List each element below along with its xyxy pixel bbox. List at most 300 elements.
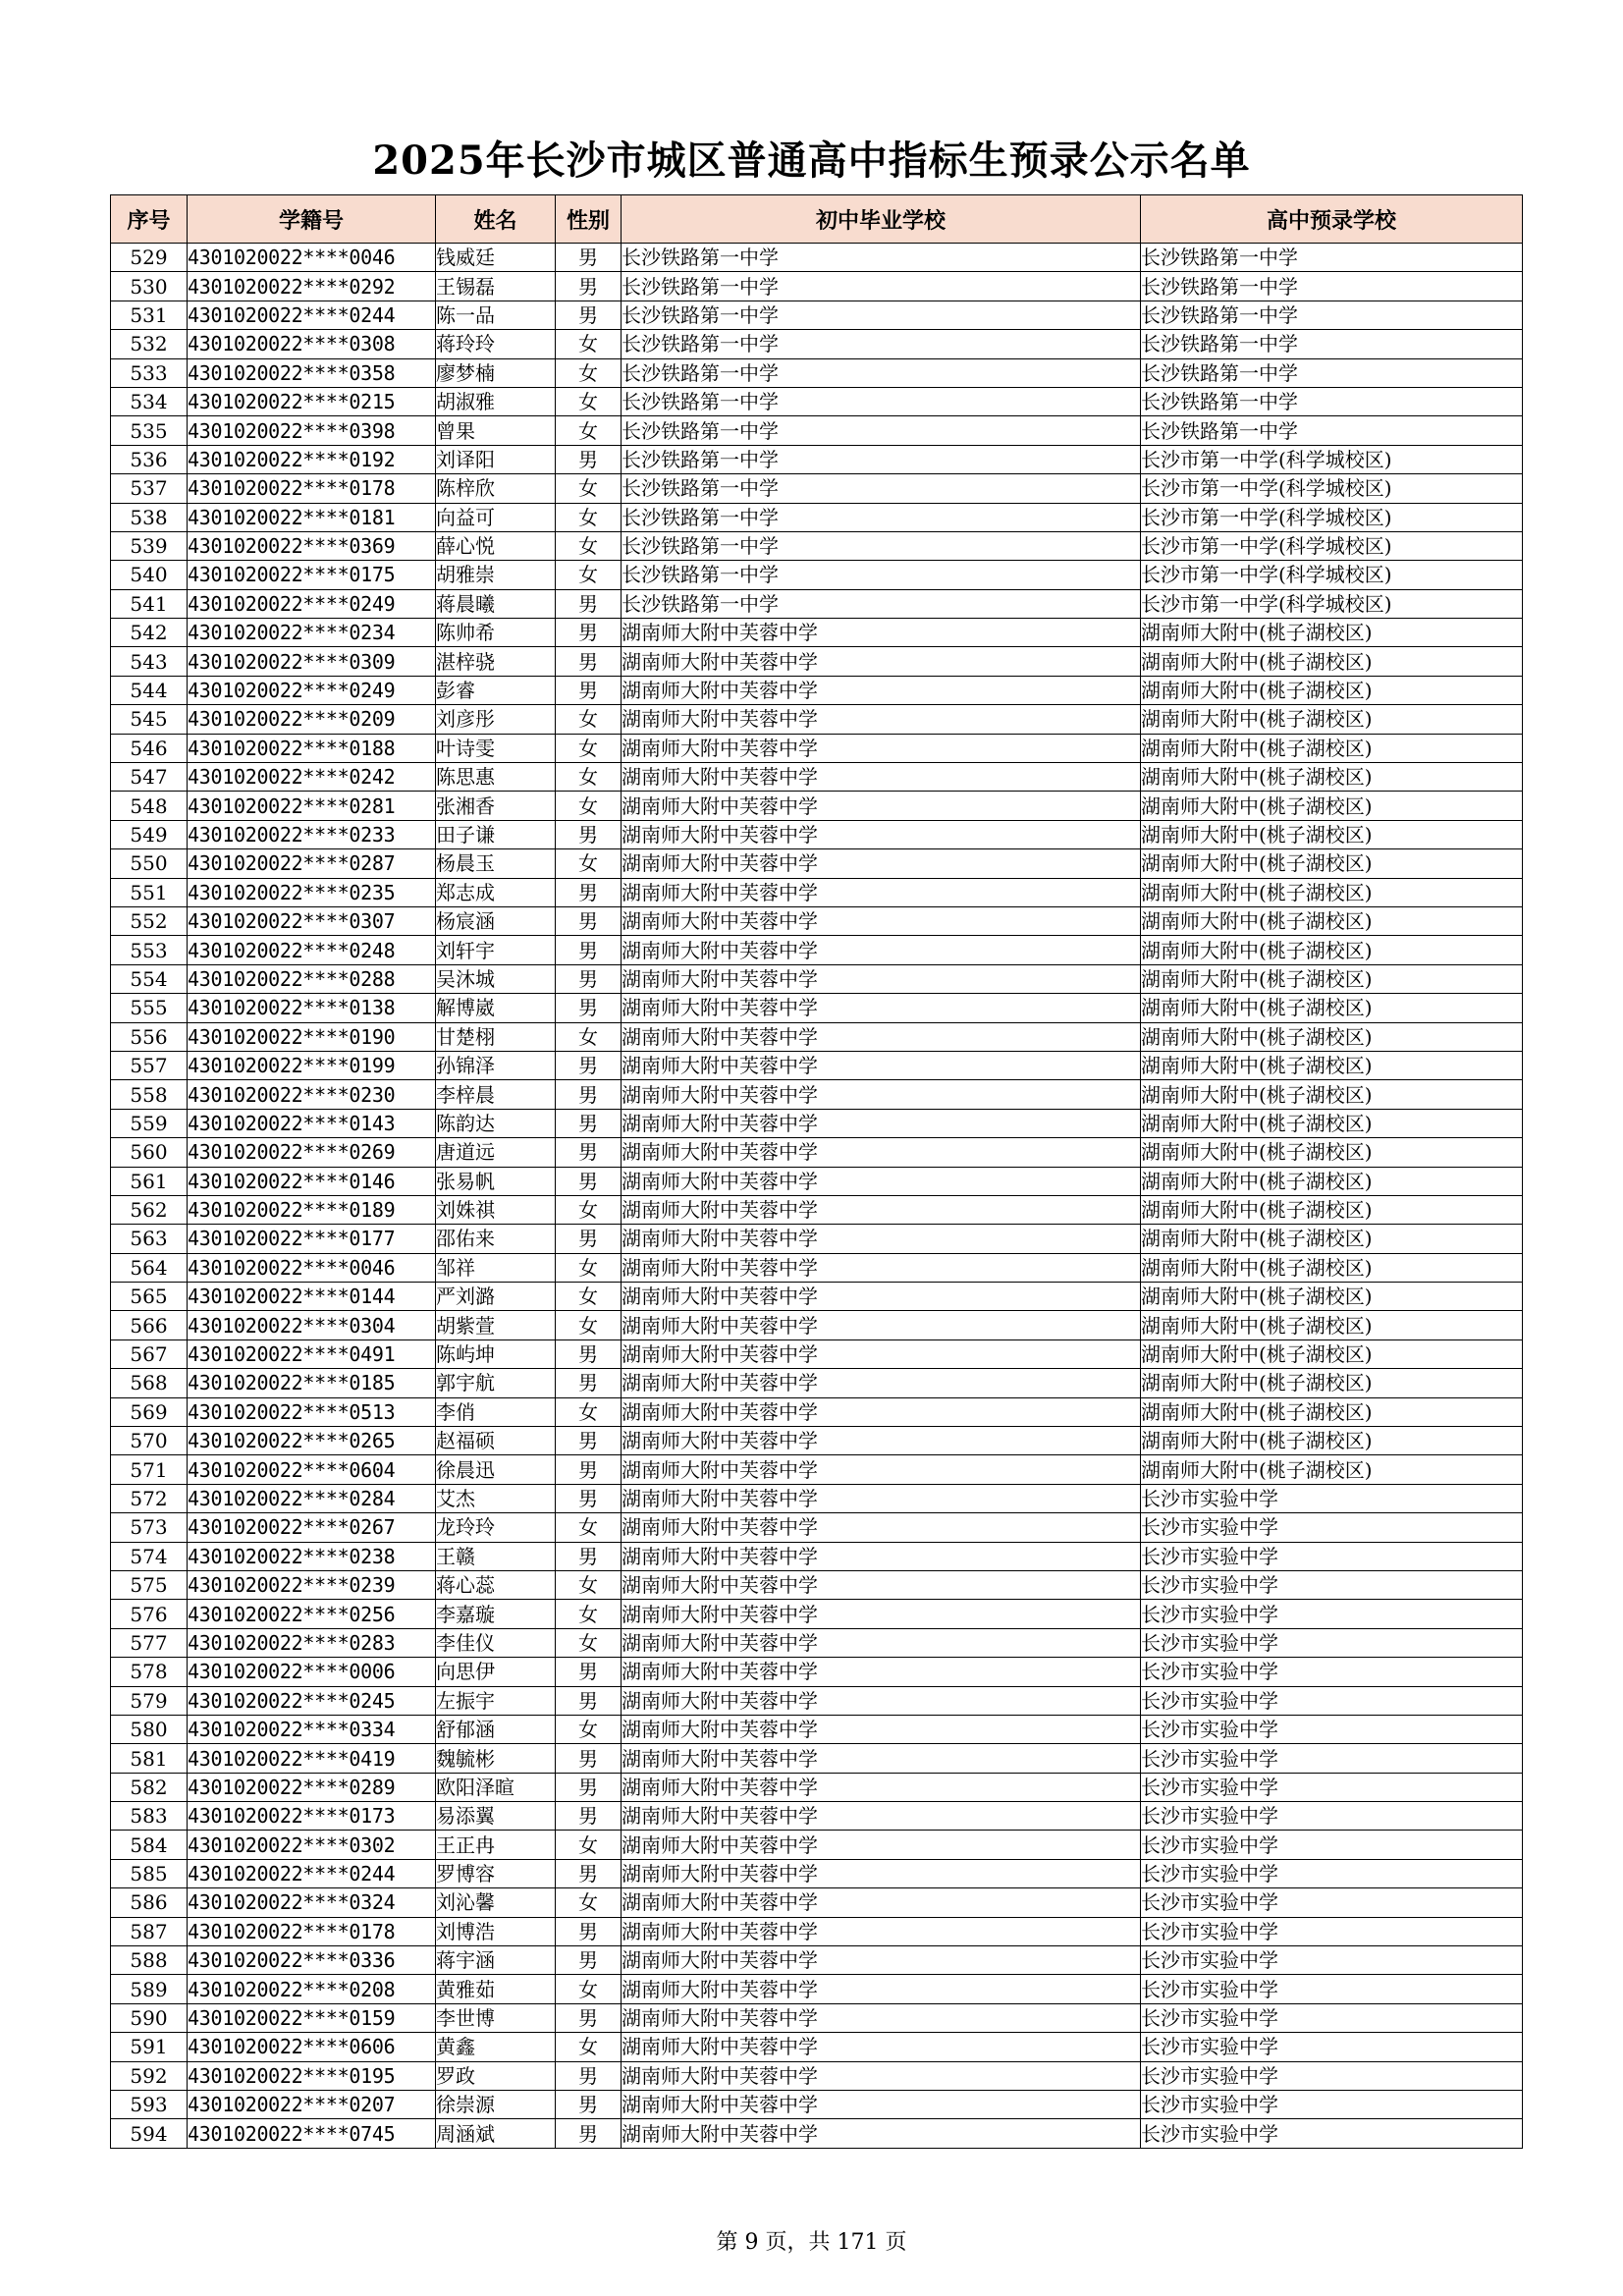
cell-student-id: 4301020022****0239 [188,1570,436,1599]
cell-name: 解博崴 [436,994,556,1022]
cell-gender: 女 [556,1195,622,1224]
cell-middle-school: 湖南师大附中芙蓉中学 [622,2033,1141,2061]
cell-middle-school: 湖南师大附中芙蓉中学 [622,647,1141,676]
cell-high-school: 长沙市实验中学 [1141,1802,1523,1831]
cell-no: 570 [111,1427,188,1455]
cell-gender: 女 [556,1888,622,1917]
cell-name: 李世博 [436,2003,556,2032]
cell-middle-school: 湖南师大附中芙蓉中学 [622,792,1141,820]
cell-gender: 男 [556,1080,622,1109]
cell-gender: 女 [556,416,622,445]
cell-name: 曾果 [436,416,556,445]
cell-high-school: 湖南师大附中(桃子湖校区) [1141,1253,1523,1282]
cell-student-id: 4301020022****0046 [188,244,436,272]
cell-name: 易添翼 [436,1802,556,1831]
cell-high-school: 湖南师大附中(桃子湖校区) [1141,1138,1523,1167]
cell-high-school: 湖南师大附中(桃子湖校区) [1141,820,1523,848]
table-row [111,2091,1523,2119]
cell-gender: 男 [556,2061,622,2090]
cell-name: 叶诗雯 [436,734,556,762]
cell-gender: 女 [556,330,622,358]
cell-middle-school: 湖南师大附中芙蓉中学 [622,1513,1141,1542]
cell-student-id: 4301020022****0245 [188,1686,436,1715]
cell-no: 590 [111,2003,188,2032]
cell-gender: 女 [556,705,622,734]
cell-gender: 男 [556,1773,622,1801]
cell-no: 588 [111,1946,188,1975]
cell-gender: 女 [556,503,622,531]
cell-student-id: 4301020022****0398 [188,416,436,445]
cell-high-school: 长沙市实验中学 [1141,1686,1523,1715]
table-row [111,2061,1523,2090]
cell-middle-school: 湖南师大附中芙蓉中学 [622,1022,1141,1051]
cell-high-school: 长沙市实验中学 [1141,2003,1523,2032]
cell-student-id: 4301020022****0269 [188,1138,436,1167]
cell-name: 郭宇航 [436,1369,556,1397]
cell-no: 559 [111,1109,188,1137]
cell-no: 533 [111,358,188,387]
cell-no: 565 [111,1283,188,1311]
table-row [111,1773,1523,1801]
cell-student-id: 4301020022****0235 [188,878,436,906]
cell-high-school: 长沙市实验中学 [1141,1600,1523,1628]
cell-middle-school: 湖南师大附中芙蓉中学 [622,1283,1141,1311]
table-row [111,849,1523,878]
cell-name: 蒋宇涵 [436,1946,556,1975]
cell-name: 廖梦楠 [436,358,556,387]
cell-gender: 男 [556,1946,622,1975]
cell-student-id: 4301020022****0604 [188,1455,436,1484]
cell-name: 陈韵达 [436,1109,556,1137]
cell-no: 589 [111,1975,188,2003]
cell-name: 胡淑雅 [436,387,556,415]
page-footer: 第 9 页，共 171 页 [716,2230,907,2255]
cell-student-id: 4301020022****0177 [188,1225,436,1253]
cell-middle-school: 湖南师大附中芙蓉中学 [622,1686,1141,1715]
cell-middle-school: 湖南师大附中芙蓉中学 [622,1744,1141,1773]
cell-no: 579 [111,1686,188,1715]
table-row [111,1455,1523,1484]
cell-student-id: 4301020022****0287 [188,849,436,878]
cell-gender: 女 [556,1311,622,1339]
cell-middle-school: 湖南师大附中芙蓉中学 [622,1484,1141,1512]
cell-gender: 男 [556,2119,622,2148]
col-header-no: 序号 [111,195,188,244]
cell-name: 向益可 [436,503,556,531]
cell-name: 舒郁涵 [436,1715,556,1743]
cell-high-school: 长沙市实验中学 [1141,1628,1523,1657]
cell-high-school: 湖南师大附中(桃子湖校区) [1141,878,1523,906]
cell-student-id: 4301020022****0309 [188,647,436,676]
cell-gender: 女 [556,1283,622,1311]
table-row [111,387,1523,415]
cell-student-id: 4301020022****0238 [188,1542,436,1570]
cell-student-id: 4301020022****0188 [188,734,436,762]
cell-gender: 男 [556,1802,622,1831]
cell-middle-school: 长沙铁路第一中学 [622,387,1141,415]
cell-no: 585 [111,1859,188,1887]
cell-name: 甘楚栩 [436,1022,556,1051]
cell-middle-school: 湖南师大附中芙蓉中学 [622,1109,1141,1137]
cell-name: 李嘉璇 [436,1600,556,1628]
cell-high-school: 长沙市第一中学(科学城校区) [1141,445,1523,473]
cell-name: 刘译阳 [436,445,556,473]
col-header-gender: 性别 [556,195,622,244]
cell-student-id: 4301020022****0324 [188,1888,436,1917]
cell-high-school: 长沙铁路第一中学 [1141,301,1523,329]
cell-gender: 女 [556,792,622,820]
cell-student-id: 4301020022****0215 [188,387,436,415]
cell-student-id: 4301020022****0159 [188,2003,436,2032]
cell-student-id: 4301020022****0190 [188,1022,436,1051]
table-row [111,330,1523,358]
cell-gender: 女 [556,849,622,878]
cell-middle-school: 湖南师大附中芙蓉中学 [622,964,1141,993]
table-row [111,1946,1523,1975]
cell-student-id: 4301020022****0265 [188,1427,436,1455]
cell-gender: 男 [556,1051,622,1079]
cell-name: 陈梓欣 [436,474,556,503]
cell-name: 孙锦泽 [436,1051,556,1079]
cell-name: 周涵斌 [436,2119,556,2148]
table-row [111,445,1523,473]
document-title: 2025年长沙市城区普通高中指标生预录公示名单 [372,137,1251,184]
cell-high-school: 长沙市实验中学 [1141,1542,1523,1570]
cell-student-id: 4301020022****0336 [188,1946,436,1975]
cell-middle-school: 湖南师大附中芙蓉中学 [622,1225,1141,1253]
cell-gender: 男 [556,445,622,473]
table-row [111,531,1523,560]
table-row [111,1859,1523,1887]
cell-high-school: 长沙铁路第一中学 [1141,244,1523,272]
cell-name: 杨宸涵 [436,906,556,935]
table-row [111,503,1523,531]
table-row [111,561,1523,589]
cell-gender: 女 [556,1570,622,1599]
cell-gender: 女 [556,1628,622,1657]
cell-middle-school: 湖南师大附中芙蓉中学 [622,705,1141,734]
cell-name: 蒋心蕊 [436,1570,556,1599]
cell-name: 艾杰 [436,1484,556,1512]
cell-student-id: 4301020022****0234 [188,619,436,647]
cell-high-school: 湖南师大附中(桃子湖校区) [1141,964,1523,993]
cell-no: 587 [111,1917,188,1945]
cell-name: 黄雅茹 [436,1975,556,2003]
cell-middle-school: 湖南师大附中芙蓉中学 [622,734,1141,762]
cell-high-school: 湖南师大附中(桃子湖校区) [1141,1051,1523,1079]
table-row [111,2033,1523,2061]
cell-middle-school: 湖南师大附中芙蓉中学 [622,1455,1141,1484]
table-row [111,820,1523,848]
cell-high-school: 长沙市实验中学 [1141,1570,1523,1599]
table-row [111,792,1523,820]
cell-middle-school: 长沙铁路第一中学 [622,561,1141,589]
cell-gender: 男 [556,906,622,935]
cell-student-id: 4301020022****0249 [188,676,436,704]
cell-middle-school: 湖南师大附中芙蓉中学 [622,906,1141,935]
cell-student-id: 4301020022****0284 [188,1484,436,1512]
table-row [111,1195,1523,1224]
cell-name: 陈屿坤 [436,1339,556,1368]
cell-name: 魏毓彬 [436,1744,556,1773]
cell-gender: 女 [556,2033,622,2061]
table-row [111,1917,1523,1945]
cell-gender: 男 [556,1167,622,1195]
cell-no: 541 [111,589,188,618]
cell-no: 584 [111,1831,188,1859]
cell-high-school: 长沙市实验中学 [1141,1513,1523,1542]
cell-middle-school: 湖南师大附中芙蓉中学 [622,1658,1141,1686]
header-row [111,195,1523,244]
cell-no: 556 [111,1022,188,1051]
cell-name: 赵福硕 [436,1427,556,1455]
cell-gender: 男 [556,964,622,993]
cell-no: 543 [111,647,188,676]
cell-middle-school: 湖南师大附中芙蓉中学 [622,1369,1141,1397]
cell-name: 钱威廷 [436,244,556,272]
cell-middle-school: 长沙铁路第一中学 [622,272,1141,301]
cell-gender: 女 [556,763,622,792]
cell-student-id: 4301020022****0143 [188,1109,436,1137]
cell-high-school: 长沙市第一中学(科学城校区) [1141,561,1523,589]
cell-middle-school: 湖南师大附中芙蓉中学 [622,1167,1141,1195]
cell-middle-school: 长沙铁路第一中学 [622,416,1141,445]
cell-middle-school: 湖南师大附中芙蓉中学 [622,1831,1141,1859]
cell-no: 567 [111,1339,188,1368]
cell-high-school: 湖南师大附中(桃子湖校区) [1141,1022,1523,1051]
cell-name: 刘姝祺 [436,1195,556,1224]
cell-no: 593 [111,2091,188,2119]
cell-high-school: 湖南师大附中(桃子湖校区) [1141,906,1523,935]
cell-high-school: 湖南师大附中(桃子湖校区) [1141,1195,1523,1224]
cell-student-id: 4301020022****0308 [188,330,436,358]
cell-student-id: 4301020022****0138 [188,994,436,1022]
cell-gender: 男 [556,244,622,272]
table-row [111,1253,1523,1282]
cell-middle-school: 湖南师大附中芙蓉中学 [622,619,1141,647]
cell-gender: 男 [556,1455,622,1484]
cell-high-school: 长沙铁路第一中学 [1141,272,1523,301]
cell-name: 彭睿 [436,676,556,704]
cell-student-id: 4301020022****0192 [188,445,436,473]
cell-high-school: 长沙铁路第一中学 [1141,358,1523,387]
cell-middle-school: 湖南师大附中芙蓉中学 [622,1542,1141,1570]
cell-middle-school: 湖南师大附中芙蓉中学 [622,1138,1141,1167]
cell-high-school: 长沙市实验中学 [1141,2119,1523,2148]
cell-high-school: 湖南师大附中(桃子湖校区) [1141,1167,1523,1195]
table-row [111,301,1523,329]
cell-name: 邵佑来 [436,1225,556,1253]
table-row [111,1283,1523,1311]
cell-no: 566 [111,1311,188,1339]
cell-name: 胡雅崇 [436,561,556,589]
cell-middle-school: 湖南师大附中芙蓉中学 [622,2119,1141,2148]
table-row [111,1167,1523,1195]
table-row [111,1339,1523,1368]
cell-name: 严刘潞 [436,1283,556,1311]
cell-name: 罗博容 [436,1859,556,1887]
cell-name: 陈思惠 [436,763,556,792]
cell-high-school: 湖南师大附中(桃子湖校区) [1141,763,1523,792]
cell-no: 575 [111,1570,188,1599]
table-row [111,1225,1523,1253]
cell-gender: 男 [556,676,622,704]
cell-name: 刘轩宇 [436,936,556,964]
cell-name: 湛梓骁 [436,647,556,676]
cell-gender: 男 [556,1917,622,1945]
cell-gender: 男 [556,647,622,676]
cell-middle-school: 湖南师大附中芙蓉中学 [622,849,1141,878]
cell-middle-school: 湖南师大附中芙蓉中学 [622,1080,1141,1109]
cell-no: 545 [111,705,188,734]
cell-gender: 男 [556,301,622,329]
cell-high-school: 长沙市实验中学 [1141,1773,1523,1801]
cell-high-school: 长沙市实验中学 [1141,2061,1523,2090]
cell-gender: 女 [556,561,622,589]
table-row [111,1484,1523,1512]
table-row [111,244,1523,272]
cell-gender: 女 [556,1253,622,1282]
cell-high-school: 长沙市实验中学 [1141,1484,1523,1512]
cell-no: 534 [111,387,188,415]
cell-high-school: 长沙市实验中学 [1141,1859,1523,1887]
cell-gender: 女 [556,358,622,387]
table-body [111,244,1523,2149]
cell-high-school: 长沙市第一中学(科学城校区) [1141,474,1523,503]
cell-gender: 男 [556,1225,622,1253]
cell-gender: 男 [556,1339,622,1368]
cell-name: 罗政 [436,2061,556,2090]
cell-high-school: 长沙市第一中学(科学城校区) [1141,589,1523,618]
cell-student-id: 4301020022****0244 [188,1859,436,1887]
table-row [111,994,1523,1022]
cell-no: 557 [111,1051,188,1079]
table-row [111,964,1523,993]
cell-name: 蒋玲玲 [436,330,556,358]
cell-middle-school: 长沙铁路第一中学 [622,531,1141,560]
cell-middle-school: 湖南师大附中芙蓉中学 [622,936,1141,964]
table-row [111,1715,1523,1743]
cell-name: 王赣 [436,1542,556,1570]
cell-student-id: 4301020022****0144 [188,1283,436,1311]
cell-high-school: 湖南师大附中(桃子湖校区) [1141,676,1523,704]
cell-student-id: 4301020022****0199 [188,1051,436,1079]
admission-table [110,194,1523,2149]
cell-student-id: 4301020022****0046 [188,1253,436,1282]
cell-student-id: 4301020022****0189 [188,1195,436,1224]
cell-gender: 男 [556,1109,622,1137]
cell-name: 徐晨迅 [436,1455,556,1484]
cell-no: 554 [111,964,188,993]
table-row [111,619,1523,647]
cell-name: 李梓晨 [436,1080,556,1109]
table-row [111,734,1523,762]
cell-gender: 女 [556,1513,622,1542]
cell-high-school: 湖南师大附中(桃子湖校区) [1141,1311,1523,1339]
cell-name: 吴沐城 [436,964,556,993]
cell-student-id: 4301020022****0267 [188,1513,436,1542]
cell-high-school: 长沙市实验中学 [1141,1831,1523,1859]
cell-student-id: 4301020022****0281 [188,792,436,820]
cell-gender: 男 [556,994,622,1022]
cell-no: 586 [111,1888,188,1917]
cell-student-id: 4301020022****0302 [188,1831,436,1859]
cell-high-school: 湖南师大附中(桃子湖校区) [1141,994,1523,1022]
table-row [111,763,1523,792]
cell-gender: 男 [556,589,622,618]
cell-no: 535 [111,416,188,445]
cell-student-id: 4301020022****0175 [188,561,436,589]
cell-name: 张易帆 [436,1167,556,1195]
cell-gender: 女 [556,1975,622,2003]
table-row [111,1888,1523,1917]
cell-gender: 男 [556,1138,622,1167]
cell-no: 569 [111,1397,188,1426]
cell-student-id: 4301020022****0491 [188,1339,436,1368]
table-row [111,1311,1523,1339]
cell-high-school: 长沙市实验中学 [1141,2033,1523,2061]
cell-student-id: 4301020022****0283 [188,1628,436,1657]
cell-high-school: 长沙市实验中学 [1141,1658,1523,1686]
table-row [111,1600,1523,1628]
cell-student-id: 4301020022****0256 [188,1600,436,1628]
cell-student-id: 4301020022****0419 [188,1744,436,1773]
cell-high-school: 湖南师大附中(桃子湖校区) [1141,1455,1523,1484]
cell-middle-school: 长沙铁路第一中学 [622,503,1141,531]
cell-middle-school: 湖南师大附中芙蓉中学 [622,1802,1141,1831]
cell-name: 张湘香 [436,792,556,820]
cell-no: 573 [111,1513,188,1542]
cell-middle-school: 湖南师大附中芙蓉中学 [622,878,1141,906]
cell-student-id: 4301020022****0233 [188,820,436,848]
table-row [111,1570,1523,1599]
cell-high-school: 长沙市实验中学 [1141,1946,1523,1975]
cell-no: 540 [111,561,188,589]
cell-name: 陈帅希 [436,619,556,647]
table-row [111,589,1523,618]
table-row [111,676,1523,704]
cell-middle-school: 湖南师大附中芙蓉中学 [622,1975,1141,2003]
cell-middle-school: 湖南师大附中芙蓉中学 [622,1397,1141,1426]
cell-high-school: 湖南师大附中(桃子湖校区) [1141,1109,1523,1137]
cell-gender: 女 [556,531,622,560]
cell-gender: 男 [556,1859,622,1887]
cell-middle-school: 湖南师大附中芙蓉中学 [622,676,1141,704]
cell-name: 刘沁馨 [436,1888,556,1917]
cell-student-id: 4301020022****0185 [188,1369,436,1397]
cell-high-school: 长沙市实验中学 [1141,1975,1523,2003]
table-row [111,936,1523,964]
cell-gender: 女 [556,1397,622,1426]
cell-gender: 男 [556,2091,622,2119]
cell-no: 563 [111,1225,188,1253]
cell-middle-school: 长沙铁路第一中学 [622,330,1141,358]
cell-middle-school: 湖南师大附中芙蓉中学 [622,1946,1141,1975]
cell-student-id: 4301020022****0242 [188,763,436,792]
cell-name: 邹祥 [436,1253,556,1282]
cell-student-id: 4301020022****0207 [188,2091,436,2119]
table-row [111,647,1523,676]
cell-student-id: 4301020022****0745 [188,2119,436,2148]
cell-gender: 男 [556,820,622,848]
cell-no: 564 [111,1253,188,1282]
cell-no: 530 [111,272,188,301]
cell-name: 龙玲玲 [436,1513,556,1542]
col-header-student-id: 学籍号 [188,195,436,244]
table-row [111,1975,1523,2003]
cell-gender: 男 [556,1484,622,1512]
cell-no: 558 [111,1080,188,1109]
